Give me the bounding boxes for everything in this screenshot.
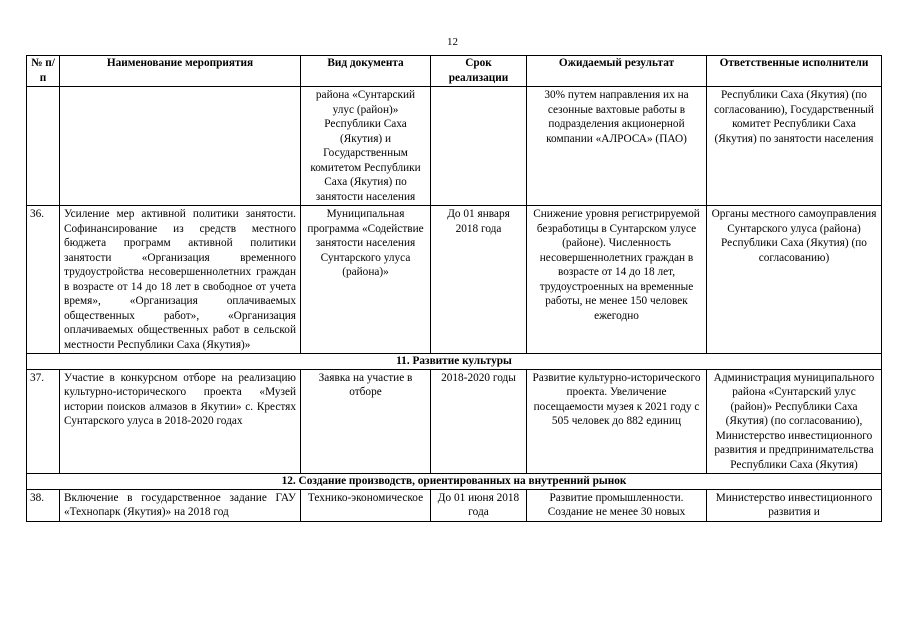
section-row (27, 354, 882, 370)
events-table (26, 55, 882, 522)
header-name: Наименование мероприятия (60, 56, 301, 87)
table-row (27, 206, 882, 354)
document-type: Технико-экономическое (301, 489, 431, 521)
expected-result: Снижение уровня регистрируемой безработицы в Сунтарском улусе (районе). Численность несовершеннолетних граждан в возрасте от 14 до 18 лет, трудоустроенных на временные работы, не менее 150 человек ежегодно (527, 206, 707, 354)
event-name: Участие в конкурсном отборе на реализацию культурно-исторического проекта «Музей истории поисков алмазов в Якутии» с. Крестях Сунтарского улуса в 2018-2020 годах (60, 369, 301, 474)
expected-result: Развитие культурно-исторического проекта. Увеличение посещаемости музея к 2021 году с 505 человек до 882 единиц (527, 369, 707, 474)
section-title: 11. Развитие культуры (27, 354, 882, 370)
header-responsible: Ответственные исполнители (707, 56, 882, 87)
header-document: Вид документа (301, 56, 431, 87)
responsible: Республики Саха (Якутия) (по согласованию), Государственный комитет Республики Саха (Якутия) по занятости населения (707, 87, 882, 206)
row-number (27, 87, 60, 206)
section-title: 12. Создание производств, ориентированных на внутренний рынок (27, 474, 882, 490)
header-term: Срок реализации (431, 56, 527, 87)
table-row (27, 87, 882, 206)
responsible: Министерство инвестиционного развития и (707, 489, 882, 521)
term: До 01 июня 2018 года (431, 489, 527, 521)
responsible: Органы местного самоуправления Сунтарского улуса (района) Республики Саха (Якутия) (по согласованию) (707, 206, 882, 354)
responsible: Администрация муниципального района «Сунтарский улус (район)» Республики Саха (Якутия) (по согласованию), Министерство инвестиционного развития и предпринимательства Республики Саха (Якутия) (707, 369, 882, 474)
table-row (27, 369, 882, 474)
header-number: № п/п (27, 56, 60, 87)
event-name: Усиление мер активной политики занятости. Софинансирование из средств местного бюджета программ активной политики занятости «Организация временного трудоустройства несовершеннолетних граждан в возрасте от 14 до 18 лет в свободное от учета время», «Организация оплачиваемых общественных работ», «Организация оплачиваемых общественных работ в сельской местности Республики Саха (Якутия)» (60, 206, 301, 354)
row-number: 38. (27, 489, 60, 521)
document-type: Заявка на участие в отборе (301, 369, 431, 474)
page-number: 12 (447, 36, 458, 48)
table-header-row (27, 56, 882, 87)
row-number: 37. (27, 369, 60, 474)
header-result: Ожидаемый результат (527, 56, 707, 87)
expected-result: 30% путем направления их на сезонные вахтовые работы в подразделения акционерной компании «АЛРОСА» (ПАО) (527, 87, 707, 206)
term: До 01 января 2018 года (431, 206, 527, 354)
term (431, 87, 527, 206)
row-number: 36. (27, 206, 60, 354)
table-row (27, 489, 882, 521)
event-name: Включение в государственное задание ГАУ «Технопарк (Якутия)» на 2018 год (60, 489, 301, 521)
event-name (60, 87, 301, 206)
document-type: района «Сунтарский улус (район)» Республики Саха (Якутия) и Государственным комитетом Республики Саха (Якутия) по занятости населения (301, 87, 431, 206)
section-row (27, 474, 882, 490)
document-type: Муниципальная программа «Содействие занятости населения Сунтарского улуса (района)» (301, 206, 431, 354)
expected-result: Развитие промышленности. Создание не менее 30 новых (527, 489, 707, 521)
term: 2018-2020 годы (431, 369, 527, 474)
